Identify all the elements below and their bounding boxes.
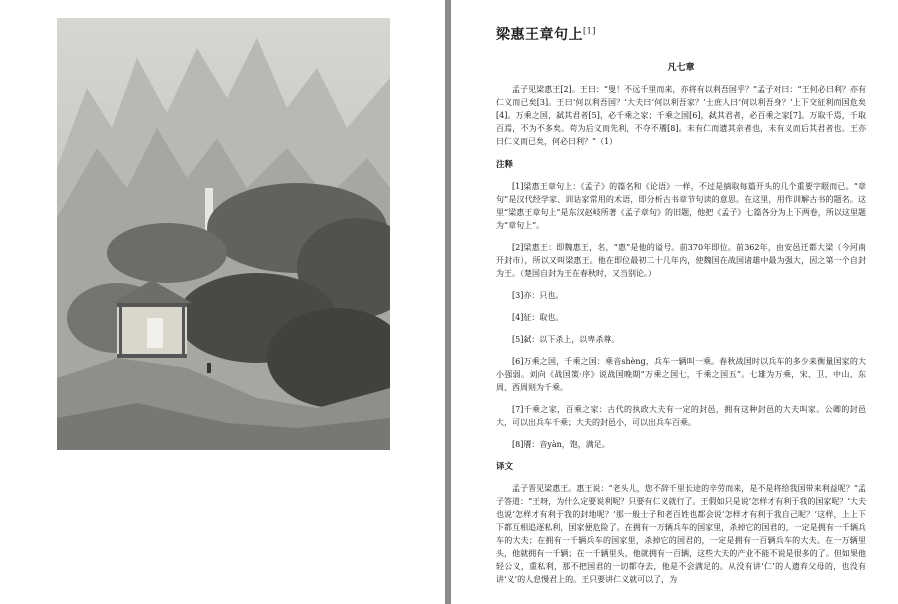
notes-heading: 注释 xyxy=(496,160,514,170)
landscape-painting xyxy=(57,18,390,450)
translation-text: 孟子晋见梁惠王。惠王说：“老头儿，您不辞千里长途的辛劳而来，是不是将给我国带来利益呢？”孟子答道：“王呀，为什么定要说利呢？只要有仁义就行了。王假如只是说‘怎样才有利于我的国家呢？’大夫也说‘怎样才有利于我的封地呢？’那一般士子和老百姓也都会说‘怎样才有利于我自己呢？’这样，上上下下都互相追逐私利，国家便危险了。在拥有一万辆兵车的国家里，杀掉它的国君的，一定是拥有一千辆兵车的大夫；在拥有一千辆兵车的国家里，杀掉它的国君的，一定是拥有一百辆兵车的大夫。在一万辆里头，他就拥有一千辆；在一千辆里头，他就拥有一百辆，这些大夫的产业不能不说是很多的了。但如果他轻公义，重私利，那不把国君的一切都夺去，他是不会满足的。从没有讲‘仁’的人遗弃父母的，也没有讲‘义’的人怠慢君上的。王只要讲仁义就可以了，为 xyxy=(496,484,866,584)
chapter-title-ref: [1] xyxy=(583,26,596,36)
translation-heading: 译文 xyxy=(496,462,514,472)
chapter-title xyxy=(496,24,866,44)
left-page xyxy=(0,0,445,604)
chapter-count: 凡七章 xyxy=(667,63,695,73)
note-item: [2]梁惠王：即魏惠王，名，“惠”是他的谥号。前370年即位。前362年，由安邑迁都大梁（今河南开封市），所以又叫梁惠王。他在即位最初二十几年内，使魏国在战国诸雄中最为强大，因之第一个自封为王。（楚国自封为王在春秋时，又当别论。） xyxy=(496,243,866,278)
note-item: [1]梁惠王章句上：《孟子》的篇名和《论语》一样，不过是摘取每篇开头的几个重要字眼而已。“章句”是汉代经学家、训诂家常用的术语，即分析古书章节句读的意思。在这里，用作训解古书的题名。这里“梁惠王章句上”是东汉赵岐所著《孟子章句》的旧题，他把《孟子》七篇各分为上下两卷，所以这里题为“章句上”。 xyxy=(496,182,866,230)
note-item: [7]千乘之家，百乘之家：古代的执政大夫有一定的封邑，拥有这种封邑的大夫叫家。公卿的封邑大，可以出兵车千乘；大夫的封邑小，可以出兵车百乘。 xyxy=(496,405,866,427)
right-page xyxy=(451,0,898,604)
chapter-title-text: 梁惠王章句上 xyxy=(496,27,583,43)
note-item: [6]万乘之国，千乘之国：乘音shèng，兵车一辆叫一乘。春秋战国时以兵车的多少来衡量国家的大小强弱。刘向《战国策·序》说战国晚期“万乘之国七，千乘之国五”。七雄为万乘，宋、卫、中山、东周、西周则为千乘。 xyxy=(496,357,866,392)
note-item: [5]弑：以下杀上，以卑杀尊。 xyxy=(512,335,620,344)
note-item: [3]亦：只也。 xyxy=(512,291,564,300)
note-item: [4]征：取也。 xyxy=(512,313,564,322)
original-text: 孟子见梁惠王[2]。王曰：“叟！不远千里而来，亦将有以利吾国乎？”孟子对曰：“王何必曰利？亦有仁义而已矣[3]。王曰‘何以利吾国？’大夫曰‘何以利吾家？’士庶人曰‘何以利吾身？’上下交征利而国危矣[4]。万乘之国，弑其君者[5]，必千乘之家；千乘之国[6]，弑其君者，必百乘之家[7]。万取千焉，千取百焉，不为不多矣。苟为后义而先利，不夺不餍[8]。未有仁而遗其亲者也，未有义而后其君者也。王亦曰仁义而已矣，何必曰利？”（1） xyxy=(496,85,866,146)
note-item: [8]餍：音yàn，饱，满足。 xyxy=(512,440,610,449)
text-content xyxy=(496,24,866,596)
